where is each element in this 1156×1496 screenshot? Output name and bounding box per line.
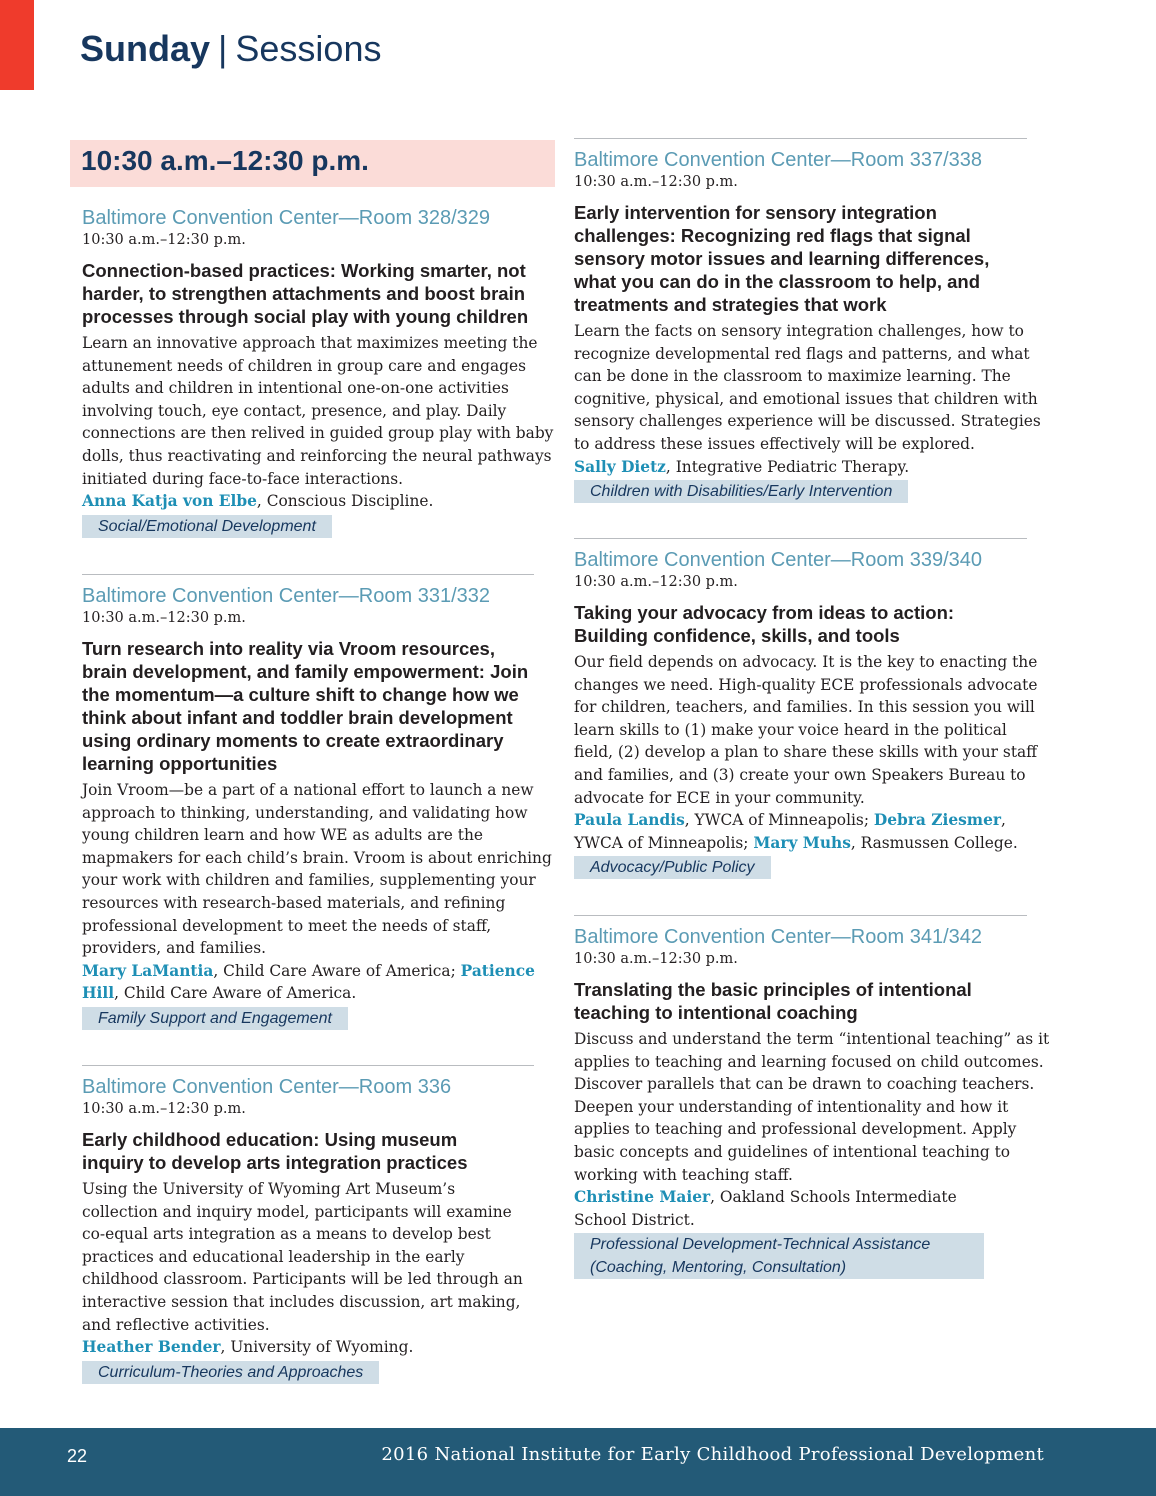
session-room: Baltimore Convention Center—Room 337/338 bbox=[574, 149, 982, 171]
day-heading: Sunday bbox=[80, 28, 211, 69]
session-title: Connection-based practices: Working smarter, not harder, to strengthen attachments and boost brain processes through social play with young children bbox=[82, 260, 529, 327]
page-number: 22 bbox=[67, 1446, 88, 1466]
session-track-tag: Professional Development-Technical Assistance (Coaching, Mentoring, Consultation) bbox=[574, 1233, 984, 1279]
red-page-tab bbox=[0, 0, 34, 90]
session-presenters bbox=[574, 456, 1054, 479]
session-divider bbox=[574, 538, 1027, 539]
session-track-tag: Curriculum-Theories and Approaches bbox=[82, 1361, 379, 1384]
session-track-tag: Advocacy/Public Policy bbox=[574, 856, 771, 879]
presenter-name: Anna Katja von Elbe bbox=[82, 492, 257, 511]
session-time: 10:30 a.m.–12:30 p.m. bbox=[574, 574, 738, 590]
session-title: Translating the basic principles of intentional teaching to intentional coaching bbox=[574, 979, 972, 1023]
session-room: Baltimore Convention Center—Room 339/340 bbox=[574, 549, 982, 571]
session-time: 10:30 a.m.–12:30 p.m. bbox=[82, 610, 246, 626]
session-track-tag: Family Support and Engagement bbox=[82, 1007, 348, 1030]
session-description: Discuss and understand the term “intentional teaching” as it applies to teaching and learning focused on child outcomes. Discover parallels that can be drawn to coaching teachers. Deepen your understanding of intentionality and how it applies to teaching and professional development. Apply basic concepts and guidelines of intentional teaching to working with teaching staff. bbox=[574, 1030, 1050, 1184]
time-block-label: 10:30 a.m.–12:30 p.m. bbox=[81, 145, 369, 176]
session-presenters bbox=[82, 490, 562, 513]
session-track-tag: Children with Disabilities/Early Intervention bbox=[574, 480, 908, 503]
presenter-affiliation: , YWCA of Minneapolis; bbox=[574, 811, 1006, 852]
session-time: 10:30 a.m.–12:30 p.m. bbox=[82, 1101, 246, 1117]
session-presenters bbox=[82, 1336, 562, 1359]
session-card bbox=[574, 915, 1054, 1279]
presenter-name: Heather Bender bbox=[82, 1338, 221, 1357]
session-room: Baltimore Convention Center—Room 331/332 bbox=[82, 585, 490, 607]
session-room: Baltimore Convention Center—Room 341/342 bbox=[574, 926, 982, 948]
session-track-tag: Social/Emotional Development bbox=[82, 515, 332, 538]
publication-title: 2016 National Institute for Early Childhood Professional Development bbox=[381, 1444, 1044, 1465]
session-description: Learn an innovative approach that maximizes meeting the attunement needs of children in group care and engages adults and children in intentional one-on-one activities involving touch, eye contact, presence, and play. Daily connections are then relived in guided group play with baby dolls, thus reactivating and reinforcing the neural pathways initiated during face-to-face interactions. bbox=[82, 334, 554, 488]
session-description: Our field depends on advocacy. It is the key to enacting the changes we need. High-quality ECE professionals advocate for children, teachers, and families. In this session you will learn skills to (1) make your voice heard in the political field, (2) develop a plan to share these skills with your staff and families, and (3) create your own Speakers Bureau to advocate for ECE in your community. bbox=[574, 653, 1038, 807]
presenter-affiliation: , Child Care Aware of America. bbox=[114, 984, 357, 1003]
session-divider bbox=[82, 1065, 534, 1066]
presenter-name: Debra Ziesmer bbox=[873, 811, 1001, 830]
presenter-affiliation: , YWCA of Minneapolis; bbox=[684, 811, 874, 830]
session-title: Early intervention for sensory integration challenges: Recognizing red flags that signal sensory motor issues and learning differences, what you can do in the classroom to help, and treatments and strategies that work bbox=[574, 202, 990, 315]
session-divider bbox=[574, 138, 1027, 139]
session-description: Join Vroom—be a part of a national effort to launch a new approach to thinking, understanding, and validating how young children learn and how WE as adults are the mapmakers for each child’s brain. Vroom is about enriching your work with children and families, supplementing your resources with research-based materials, and refining professional development to meet the needs of staff, providers, and families. bbox=[82, 781, 552, 958]
session-room: Baltimore Convention Center—Room 328/329 bbox=[82, 207, 490, 229]
session-card bbox=[574, 538, 1054, 879]
presenter-affiliation: , Integrative Pediatric Therapy. bbox=[665, 457, 910, 476]
presenter-name: Paula Landis bbox=[574, 811, 685, 830]
presenter-name: Mary Muhs bbox=[753, 833, 851, 852]
session-room: Baltimore Convention Center—Room 336 bbox=[82, 1076, 452, 1098]
session-description: Learn the facts on sensory integration challenges, how to recognize developmental red flags and patterns, and what can be done in the classroom to maximize learning. The cognitive, physical, and emotional issues that children with sensory challenges experience will be discussed. Strategies to address these issues effectively will be explored. bbox=[574, 322, 1041, 453]
session-divider bbox=[82, 574, 534, 575]
session-title: Turn research into reality via Vroom resources, brain development, and family empowerment: Join the momentum—a culture shift to change how we think about infant and toddler brain development using ordinary moments to create extraordinary learning opportunities bbox=[82, 638, 529, 774]
presenter-name: Christine Maier bbox=[574, 1188, 711, 1207]
session-card bbox=[82, 574, 562, 1030]
session-card bbox=[82, 206, 562, 538]
presenter-affiliation: , Rasmussen College. bbox=[850, 833, 1018, 852]
presenter-affiliation: , Oakland Schools Intermediate School District. bbox=[574, 1188, 957, 1229]
presenter-affiliation: , University of Wyoming. bbox=[220, 1338, 414, 1357]
session-time: 10:30 a.m.–12:30 p.m. bbox=[574, 951, 738, 967]
presenter-name: Mary LaMantia bbox=[82, 961, 214, 980]
section-heading: Sessions bbox=[235, 28, 382, 69]
session-time: 10:30 a.m.–12:30 p.m. bbox=[574, 174, 738, 190]
session-title: Taking your advocacy from ideas to action: Building confidence, skills, and tools bbox=[574, 602, 955, 646]
session-description: Using the University of Wyoming Art Museum’s collection and inquiry model, participants will examine co-equal arts integration as a means to develop best practices and educational leadership in the early childhood classroom. Participants will be led through an interactive session that includes discussion, art making, and reflective activities. bbox=[82, 1180, 523, 1334]
session-card bbox=[574, 138, 1054, 503]
session-presenters bbox=[574, 809, 1024, 854]
presenter-affiliation: , Conscious Discipline. bbox=[256, 492, 434, 511]
page-footer bbox=[0, 1428, 1156, 1496]
time-block-banner bbox=[70, 140, 555, 187]
heading-separator: | bbox=[218, 28, 228, 69]
presenter-name: Sally Dietz bbox=[574, 457, 666, 476]
presenter-name: Patience Hill bbox=[82, 961, 535, 1003]
session-presenters bbox=[574, 1186, 964, 1231]
session-card bbox=[82, 1065, 562, 1384]
presenter-affiliation: , Child Care Aware of America; bbox=[213, 961, 461, 980]
session-time: 10:30 a.m.–12:30 p.m. bbox=[82, 232, 246, 248]
page-title bbox=[80, 28, 381, 70]
session-title: Early childhood education: Using museum inquiry to develop arts integration practices bbox=[82, 1129, 468, 1173]
session-divider bbox=[574, 915, 1027, 916]
session-presenters bbox=[82, 960, 537, 1005]
